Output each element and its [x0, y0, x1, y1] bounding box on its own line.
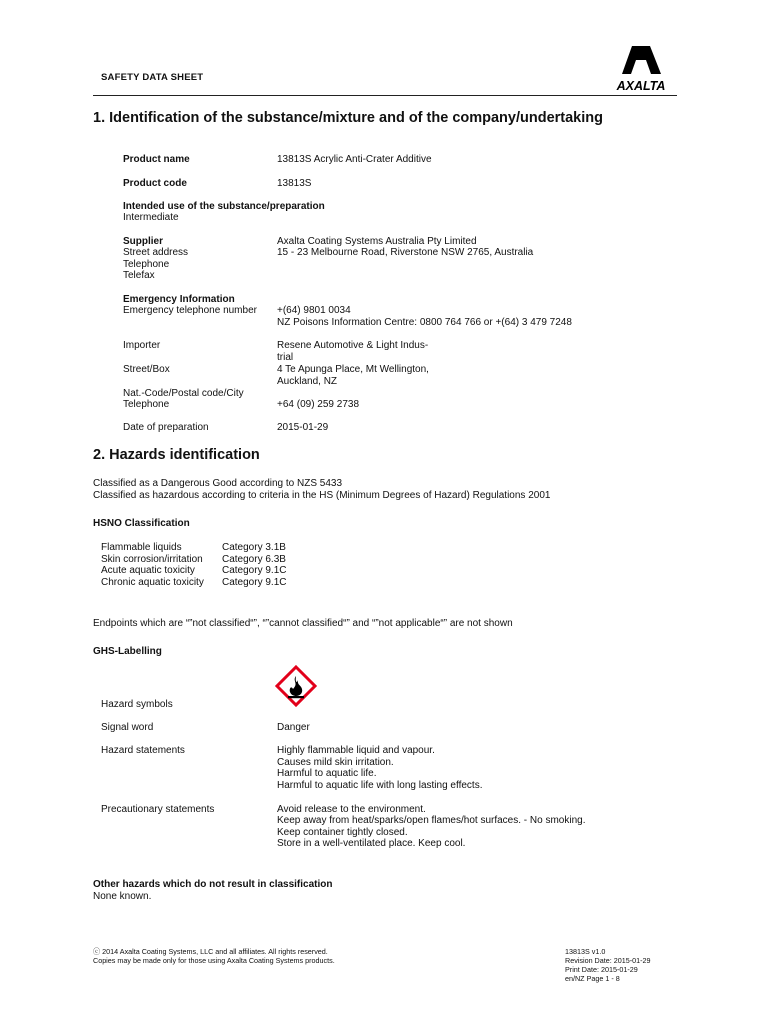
supplier-value: Axalta Coating Systems Australia Pty Limited	[277, 236, 477, 247]
footer-copyright-2: Copies may be made only for those using Axalta Coating Systems products.	[93, 956, 335, 965]
document-title: SAFETY DATA SHEET	[101, 72, 204, 83]
importer-label: Importer	[123, 340, 161, 351]
hsno-category: Category 3.1B	[222, 542, 286, 553]
importer-telephone-value: +64 (09) 259 2738	[277, 399, 360, 410]
hazard-statements-label: Hazard statements	[101, 745, 185, 756]
hsno-category: Category 9.1C	[222, 577, 287, 588]
precautionary-statement: Keep away from heat/sparks/open flames/hot surfaces. - No smoking.	[277, 815, 586, 826]
date-prep-value: 2015-01-29	[277, 422, 329, 433]
other-hazards-label: Other hazards which do not result in classification	[93, 879, 333, 890]
emergency-tel-value-1: +(64) 9801 0034	[277, 305, 351, 316]
hsno-category: Category 6.3B	[222, 554, 286, 565]
precautionary-statement: Store in a well-ventilated place. Keep cool.	[277, 838, 466, 849]
precautionary-statement: Avoid release to the environment.	[277, 804, 426, 815]
svg-text:AXALTA: AXALTA	[616, 79, 666, 92]
product-name-label: Product name	[123, 154, 190, 165]
axalta-logo	[605, 44, 677, 92]
product-code-label: Product code	[123, 178, 187, 189]
section1-heading: 1. Identification of the substance/mixture and of the company/undertaking	[93, 110, 603, 126]
hsno-heading: HSNO Classification	[93, 518, 190, 529]
hazard-symbols-label: Hazard symbols	[101, 699, 173, 710]
hazard-statement: Causes mild skin irritation.	[277, 757, 394, 768]
hsno-hazard: Skin corrosion/irritation	[101, 554, 203, 565]
precautionary-label: Precautionary statements	[101, 804, 215, 815]
footer-copyright-1: ⓒ 2014 Axalta Coating Systems, LLC and all affiliates. All rights reserved.	[93, 947, 328, 956]
street-box-value-2: Auckland, NZ	[277, 376, 338, 387]
emergency-info-label: Emergency Information	[123, 294, 235, 305]
signal-word-label: Signal word	[101, 722, 154, 733]
endpoints-note: Endpoints which are “”not classified“”, “”cannot classified“” and “”not applicable“” are not shown	[93, 618, 513, 629]
telefax-label: Telefax	[123, 270, 155, 281]
telephone-label: Telephone	[123, 259, 170, 270]
precautionary-statement: Keep container tightly closed.	[277, 827, 408, 838]
footer-page-number: en/NZ Page 1 - 8	[565, 974, 620, 983]
hazard-statement: Harmful to aquatic life with long lasting effects.	[277, 780, 483, 791]
signal-word-value: Danger	[277, 722, 310, 733]
intended-use-label: Intended use of the substance/preparation	[123, 201, 325, 212]
footer-print-date: Print Date: 2015-01-29	[565, 965, 638, 974]
hsno-hazard: Flammable liquids	[101, 542, 182, 553]
intended-use-value: Intermediate	[123, 212, 179, 223]
hazard-statement: Highly flammable liquid and vapour.	[277, 745, 435, 756]
hazard-statement: Harmful to aquatic life.	[277, 768, 377, 779]
nat-code-label: Nat.-Code/Postal code/City	[123, 388, 244, 399]
flame-pictogram-icon	[275, 665, 317, 707]
street-box-value-1: 4 Te Apunga Place, Mt Wellington,	[277, 364, 429, 375]
street-address-label: Street address	[123, 247, 189, 258]
other-hazards-value: None known.	[93, 891, 152, 902]
date-prep-label: Date of preparation	[123, 422, 209, 433]
classification-line-2: Classified as hazardous according to criteria in the HS (Minimum Degrees of Hazard) Regulations 2001	[93, 490, 551, 501]
emergency-tel-label: Emergency telephone number	[123, 305, 257, 316]
importer-value-1: Resene Automotive & Light Indus-	[277, 340, 429, 351]
classification-line-1: Classified as a Dangerous Good according to NZS 5433	[93, 478, 343, 489]
importer-value-2: trial	[277, 352, 294, 363]
footer-doc-code: 13813S v1.0	[565, 947, 606, 956]
footer-revision-date: Revision Date: 2015-01-29	[565, 956, 651, 965]
hsno-category: Category 9.1C	[222, 565, 287, 576]
product-name-value: 13813S Acrylic Anti-Crater Additive	[277, 154, 432, 165]
header-divider	[93, 95, 677, 96]
hsno-hazard: Acute aquatic toxicity	[101, 565, 195, 576]
section2-heading: 2. Hazards identification	[93, 447, 260, 463]
importer-telephone-label: Telephone	[123, 399, 170, 410]
hsno-hazard: Chronic aquatic toxicity	[101, 577, 204, 588]
ghs-heading: GHS-Labelling	[93, 646, 162, 657]
street-box-label: Street/Box	[123, 364, 170, 375]
supplier-label: Supplier	[123, 236, 164, 247]
street-address-value: 15 - 23 Melbourne Road, Riverstone NSW 2765, Australia	[277, 247, 534, 258]
emergency-tel-value-2: NZ Poisons Information Centre: 0800 764 766 or +(64) 3 479 7248	[277, 317, 572, 328]
product-code-value: 13813S	[277, 178, 312, 189]
